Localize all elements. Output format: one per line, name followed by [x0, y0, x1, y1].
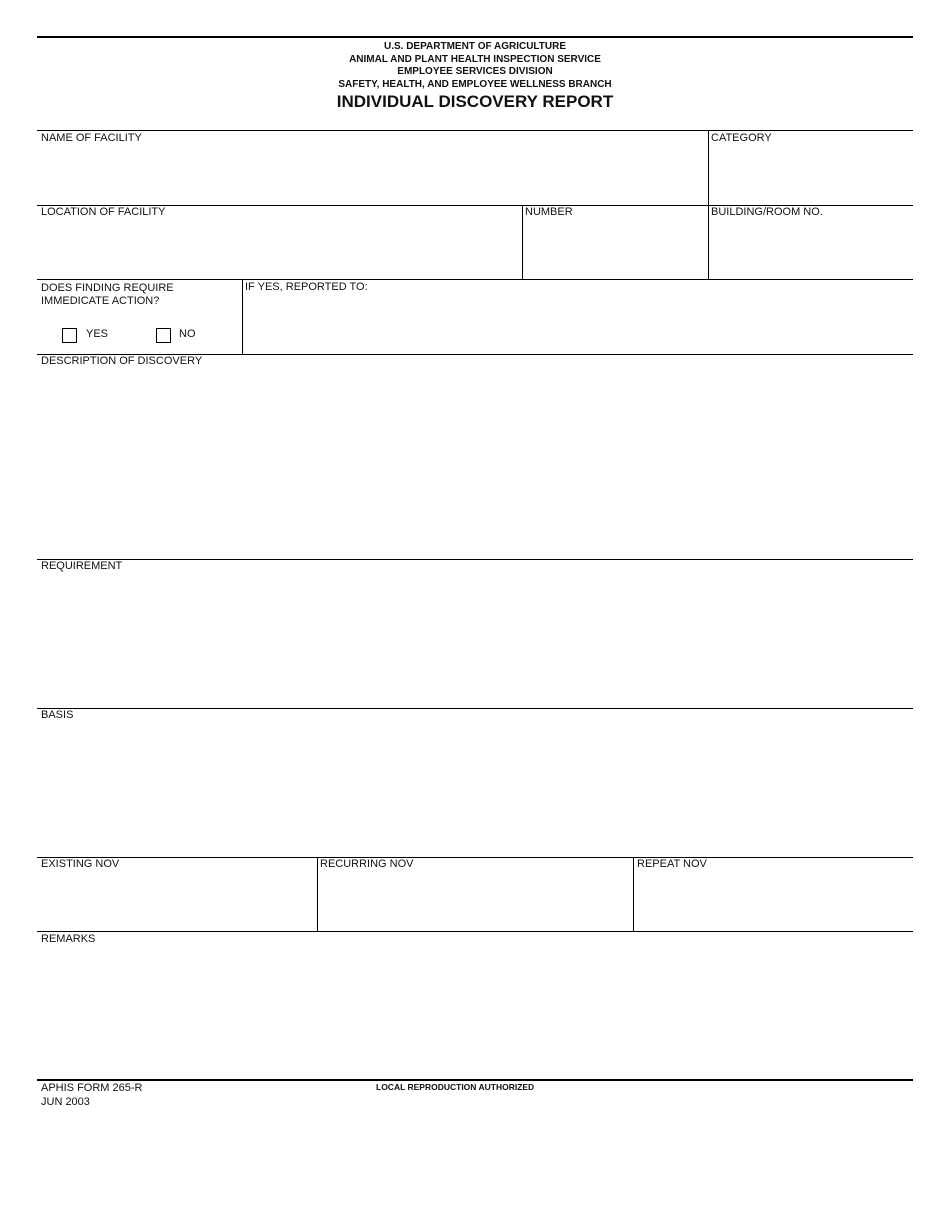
immediate-action-label-line1: DOES FINDING REQUIRE — [41, 282, 174, 294]
form-number: APHIS FORM 265-R — [41, 1082, 143, 1094]
agency-line-division: EMPLOYEE SERVICES DIVISION — [397, 66, 553, 77]
remarks-field[interactable] — [38, 932, 913, 1079]
agency-line-department: U.S. DEPARTMENT OF AGRICULTURE — [383, 41, 567, 52]
existing-nov-field[interactable] — [38, 858, 317, 931]
basis-field[interactable] — [38, 709, 913, 857]
immediate-action-label-line2: IMMEDICATE ACTION? — [41, 295, 160, 307]
form-date: JUN 2003 — [41, 1096, 90, 1108]
category-field[interactable] — [709, 131, 913, 205]
requirement-label: REQUIREMENT — [41, 560, 123, 572]
basis-label: BASIS — [41, 709, 74, 721]
no-checkbox-label: NO — [179, 328, 196, 340]
agency-line-branch: SAFETY, HEALTH, AND EMPLOYEE WELLNESS BRANCH — [338, 78, 612, 90]
yes-checkbox-label: YES — [86, 328, 109, 340]
repeat-nov-field[interactable] — [634, 858, 913, 931]
recurring-nov-field[interactable] — [318, 858, 633, 931]
reproduction-note: LOCAL REPRODUCTION AUTHORIZED — [376, 1082, 535, 1092]
name-of-facility-label: NAME OF FACILITY — [41, 132, 142, 144]
no-checkbox[interactable] — [156, 328, 171, 343]
category-label: CATEGORY — [711, 132, 772, 144]
top-rule — [37, 36, 913, 38]
recurring-nov-label: RECURRING NOV — [320, 858, 414, 870]
existing-nov-label: EXISTING NOV — [41, 858, 120, 870]
building-room-label: BUILDING/ROOM NO. — [711, 206, 823, 218]
building-room-field[interactable] — [709, 206, 913, 279]
number-label: NUMBER — [525, 206, 573, 218]
reported-to-label: IF YES, REPORTED TO: — [245, 281, 368, 293]
name-of-facility-field[interactable] — [38, 131, 708, 205]
agency-line-service: ANIMAL AND PLANT HEALTH INSPECTION SERVICE — [349, 53, 601, 65]
number-field[interactable] — [523, 206, 708, 279]
repeat-nov-label: REPEAT NOV — [637, 858, 707, 870]
location-of-facility-field[interactable] — [38, 206, 522, 279]
yes-checkbox[interactable] — [62, 328, 77, 343]
bottom-rule — [37, 1079, 913, 1081]
requirement-field[interactable] — [38, 560, 913, 708]
form-title: INDIVIDUAL DISCOVERY REPORT — [336, 92, 614, 111]
description-field[interactable] — [38, 355, 913, 559]
reported-to-field[interactable] — [243, 280, 913, 354]
location-of-facility-label: LOCATION OF FACILITY — [41, 206, 166, 218]
description-label: DESCRIPTION OF DISCOVERY — [41, 355, 203, 367]
remarks-label: REMARKS — [41, 933, 96, 945]
